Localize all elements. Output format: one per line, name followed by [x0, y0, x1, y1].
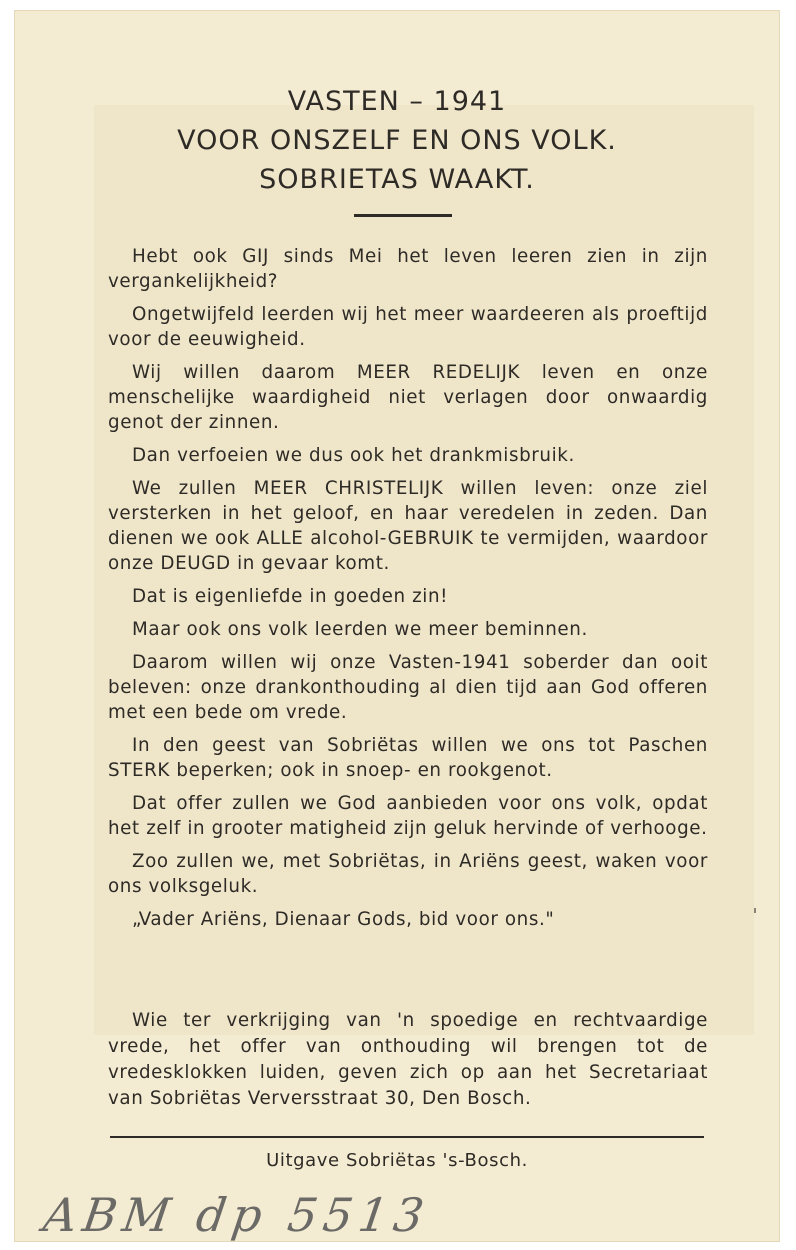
paragraph: Daarom willen wij onze Vasten-1941 soberder dan ooit beleven: onze drankonthouding al dien tijd aan God offeren met een bede om vrede. [108, 652, 708, 723]
header-line-3: SOBRIETAS WAAKT. [259, 164, 535, 195]
archive-mark: ABM dp 5513 [40, 1188, 434, 1242]
paragraph: Dan verfoeien we dus ook het drankmisbruik. [132, 445, 575, 466]
paragraph: „Vader Ariëns, Dienaar Gods, bid voor ons." [132, 909, 555, 930]
leaflet-header [14, 82, 780, 199]
closing-paragraph: Wie ter verkrijging van 'n spoedige en rechtvaardige vrede, het offer van onthouding wil brengen tot de vredesklokken luiden, geven zich op aan het Secretariaat van Sobriëtas Verversstraat 30, Den Bosch. [108, 1010, 708, 1109]
title-divider [354, 214, 452, 217]
paragraph: Hebt ook GIJ sinds Mei het leven leeren zien in zijn vergankelijkheid? [108, 246, 708, 292]
paragraph: Maar ook ons volk leerden we meer beminnen. [132, 619, 588, 640]
header-line-1: VASTEN – 1941 [287, 86, 507, 117]
paragraph: Wij willen daarom MEER REDELIJK leven en onze menschelijke waardigheid niet verlagen door onwaardig genot der zinnen. [108, 362, 708, 433]
paper-speck [754, 908, 756, 913]
paragraph: We zullen MEER CHRISTELIJK willen leven: onze ziel versterken in het geloof, en haar veredelen in zeden. Dan dienen we ook ALLE alcohol-GEBRUIK te vermijden, waardoor onze DEUGD in gevaar komt. [108, 478, 708, 574]
paragraph: In den geest van Sobriëtas willen we ons tot Paschen STERK beperken; ook in snoep- en rookgenot. [108, 735, 708, 781]
leaflet-body [108, 244, 708, 940]
header-line-2: VOOR ONSZELF EN ONS VOLK. [177, 125, 617, 156]
footer-divider [110, 1136, 704, 1138]
paragraph: Zoo zullen we, met Sobriëtas, in Ariëns geest, waken voor ons volksgeluk. [108, 851, 708, 897]
paragraph: Dat is eigenliefde in goeden zin! [132, 586, 449, 607]
leaflet-sheet [14, 10, 780, 1242]
paragraph: Ongetwijfeld leerden wij het meer waardeeren als proeftijd voor de eeuwigheid. [108, 304, 708, 350]
paragraph: Dat offer zullen we God aanbieden voor ons volk, opdat het zelf in grooter matigheid zijn geluk hervinde of verhooge. [108, 793, 708, 839]
publisher-footer: Uitgave Sobriëtas 's-Bosch. [266, 1150, 528, 1171]
